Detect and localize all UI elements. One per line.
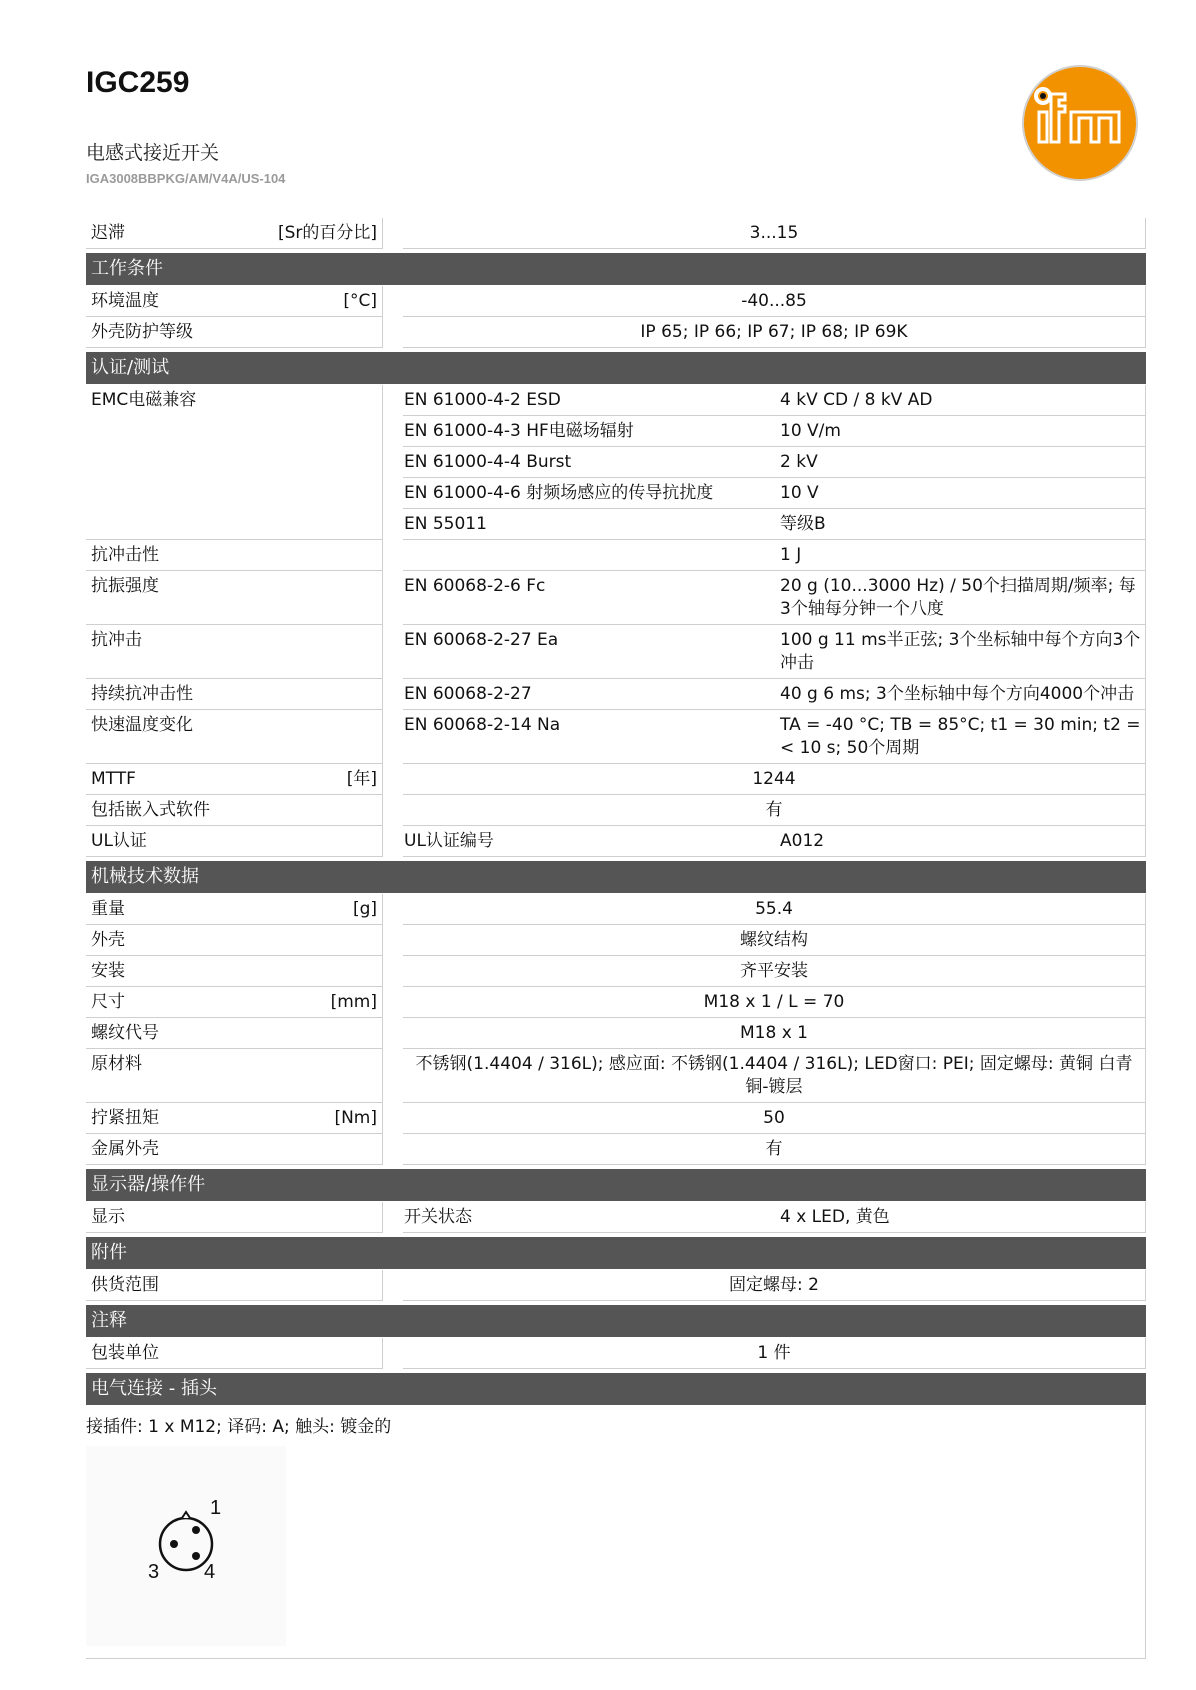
section-header-display: 显示器/操作件: [86, 1169, 1146, 1201]
spec-sublabel: EN 55011: [403, 509, 775, 540]
spec-row: [86, 317, 1146, 348]
spec-sublabel: EN 60068-2-6 Fc: [403, 571, 775, 625]
emc-subrow: [403, 416, 1146, 447]
section-header-certification: 认证/测试: [86, 352, 1146, 384]
spec-unit: [年]: [346, 769, 377, 789]
spec-row: [86, 1134, 1146, 1165]
section-header-notes: 注释: [86, 1305, 1146, 1337]
spec-label: MTTF: [91, 769, 136, 789]
spec-label: 尺寸: [91, 992, 125, 1012]
spec-row: [86, 925, 1146, 956]
spec-label: 外壳防护等级: [91, 322, 193, 342]
spec-row: [86, 1103, 1146, 1134]
spec-value: 50: [403, 1103, 1146, 1134]
connection-panel: [86, 1406, 1146, 1659]
spec-label: 快速温度变化: [86, 710, 383, 764]
section-header-connection: 电气连接 - 插头: [86, 1373, 1146, 1405]
spec-value: M18 x 1: [403, 1018, 1146, 1049]
spec-row: [86, 987, 1146, 1018]
specification-table: [86, 218, 1146, 1659]
spec-sublabel: UL认证编号: [403, 826, 775, 857]
spec-value: IP 65; IP 66; IP 67; IP 68; IP 69K: [403, 317, 1146, 348]
spec-row-embedded-software: [86, 795, 1146, 826]
pin-1: [192, 1526, 200, 1534]
spec-row: [86, 1018, 1146, 1049]
spec-value: 10 V: [775, 478, 1146, 509]
spec-sublabel: EN 61000-4-2 ESD: [403, 385, 775, 416]
spec-value: 1 J: [775, 540, 1146, 571]
spec-value: A012: [775, 826, 1146, 857]
spec-label: 包括嵌入式软件: [86, 795, 383, 826]
spec-value: 有: [403, 1134, 1146, 1165]
spec-label: 供货范围: [86, 1270, 383, 1301]
spec-label: 包装单位: [86, 1338, 383, 1369]
spec-sublabel: EN 61000-4-6 射频场感应的传导抗扰度: [403, 478, 775, 509]
spec-row-mttf: [86, 764, 1146, 795]
spec-value: M18 x 1 / L = 70: [403, 987, 1146, 1018]
spec-label: 螺纹代号: [91, 1023, 159, 1043]
spec-row-packaging-unit: [86, 1338, 1146, 1369]
pin-label: 3: [148, 1561, 160, 1583]
spec-label: 拧紧扭矩: [91, 1108, 159, 1128]
spec-value: 20 g (10...3000 Hz) / 50个扫描周期/频率; 每3个轴每分钟一个八度: [775, 571, 1146, 625]
spec-row-ul: [86, 826, 1146, 857]
spec-row-emc: [86, 385, 1146, 540]
spec-label: 外壳: [91, 930, 125, 950]
spec-sublabel: [403, 540, 775, 571]
spec-unit: [Nm]: [334, 1108, 377, 1128]
connection-description: 接插件: 1 x M12; 译码: A; 触头: 镀金的: [86, 1417, 392, 1437]
spec-row: [86, 1049, 1146, 1103]
spec-unit: [g]: [352, 899, 377, 919]
spec-row-hysteresis: [86, 218, 1146, 249]
spec-unit: [mm]: [330, 992, 377, 1012]
spec-value: 1 件: [403, 1338, 1146, 1369]
ifm-logo: [1021, 64, 1139, 182]
spec-row-scope-of-delivery: [86, 1270, 1146, 1301]
spec-value: 等级B: [775, 509, 1146, 540]
spec-sublabel: EN 61000-4-3 HF电磁场辐射: [403, 416, 775, 447]
emc-subrow: [403, 447, 1146, 478]
spec-sublabel: EN 60068-2-27 Ea: [403, 625, 775, 679]
spec-row: [86, 571, 1146, 625]
spec-value: 不锈钢(1.4404 / 316L); 感应面: 不锈钢(1.4404 / 316L); LED窗口: PEI; 固定螺母: 黄铜 白青铜-镀层: [403, 1049, 1146, 1103]
spec-value: 有: [403, 795, 1146, 826]
spec-row: [86, 710, 1146, 764]
spec-row: [86, 286, 1146, 317]
spec-value: 3...15: [403, 218, 1146, 249]
spec-value: 2 kV: [775, 447, 1146, 478]
pin-3: [170, 1540, 178, 1548]
spec-label: 抗振强度: [86, 571, 383, 625]
spec-value: 固定螺母: 2: [403, 1270, 1146, 1301]
spec-value: 4 x LED, 黄色: [775, 1202, 1146, 1233]
spec-label: 金属外壳: [91, 1139, 159, 1159]
spec-row-display: [86, 1202, 1146, 1233]
spec-value: 齐平安装: [403, 956, 1146, 987]
pin-label: 1: [210, 1497, 222, 1519]
spec-row: [86, 625, 1146, 679]
spec-label: 重量: [91, 899, 125, 919]
section-header-mechanical: 机械技术数据: [86, 861, 1146, 893]
spec-value: 10 V/m: [775, 416, 1146, 447]
spec-label: UL认证: [86, 826, 383, 857]
spec-value: 40 g 6 ms; 3个坐标轴中每个方向4000个冲击: [775, 679, 1146, 710]
spec-label: 迟滞: [91, 223, 125, 243]
spec-sublabel: EN 61000-4-4 Burst: [403, 447, 775, 478]
spec-value: 55.4: [403, 894, 1146, 925]
spec-label: 原材料: [91, 1054, 142, 1074]
spec-value: 1244: [403, 764, 1146, 795]
spec-label: 显示: [86, 1202, 383, 1233]
spec-unit: [Sr的百分比]: [277, 223, 377, 243]
spec-label: EMC电磁兼容: [86, 385, 383, 540]
spec-label: 抗冲击性: [86, 540, 383, 571]
spec-row: [86, 540, 1146, 571]
spec-label: 持续抗冲击性: [86, 679, 383, 710]
m12-connector-pinout-diagram: [86, 1446, 286, 1646]
spec-value: TA = -40 °C; TB = 85°C; t1 = 30 min; t2 = < 10 s; 50个周期: [775, 710, 1146, 764]
spec-value: -40...85: [403, 286, 1146, 317]
section-header-operating: 工作条件: [86, 253, 1146, 285]
spec-row: [86, 894, 1146, 925]
spec-sublabel: EN 60068-2-27: [403, 679, 775, 710]
document-header: [86, 0, 1146, 210]
spec-value: 4 kV CD / 8 kV AD: [775, 385, 1146, 416]
spec-sublabel: 开关状态: [403, 1202, 775, 1233]
article-number: IGA3008BBPKG/AM/V4A/US-104: [86, 171, 286, 186]
product-name: 电感式接近开关: [86, 142, 220, 164]
pin-label: 4: [204, 1561, 216, 1583]
emc-subrow: [403, 509, 1146, 540]
product-code: IGC259: [86, 66, 190, 99]
spec-label: 安装: [91, 961, 125, 981]
spec-unit: [°C]: [343, 291, 377, 311]
spec-row: [86, 956, 1146, 987]
spec-sublabel: EN 60068-2-14 Na: [403, 710, 775, 764]
emc-subrow: [403, 478, 1146, 509]
section-header-accessories: 附件: [86, 1237, 1146, 1269]
emc-subrow: [403, 385, 1146, 416]
spec-value: 100 g 11 ms半正弦; 3个坐标轴中每个方向3个冲击: [775, 625, 1146, 679]
pin-4: [192, 1552, 200, 1560]
spec-value: 螺纹结构: [403, 925, 1146, 956]
spec-label: 环境温度: [91, 291, 159, 311]
spec-row: [86, 679, 1146, 710]
spec-label: 抗冲击: [86, 625, 383, 679]
